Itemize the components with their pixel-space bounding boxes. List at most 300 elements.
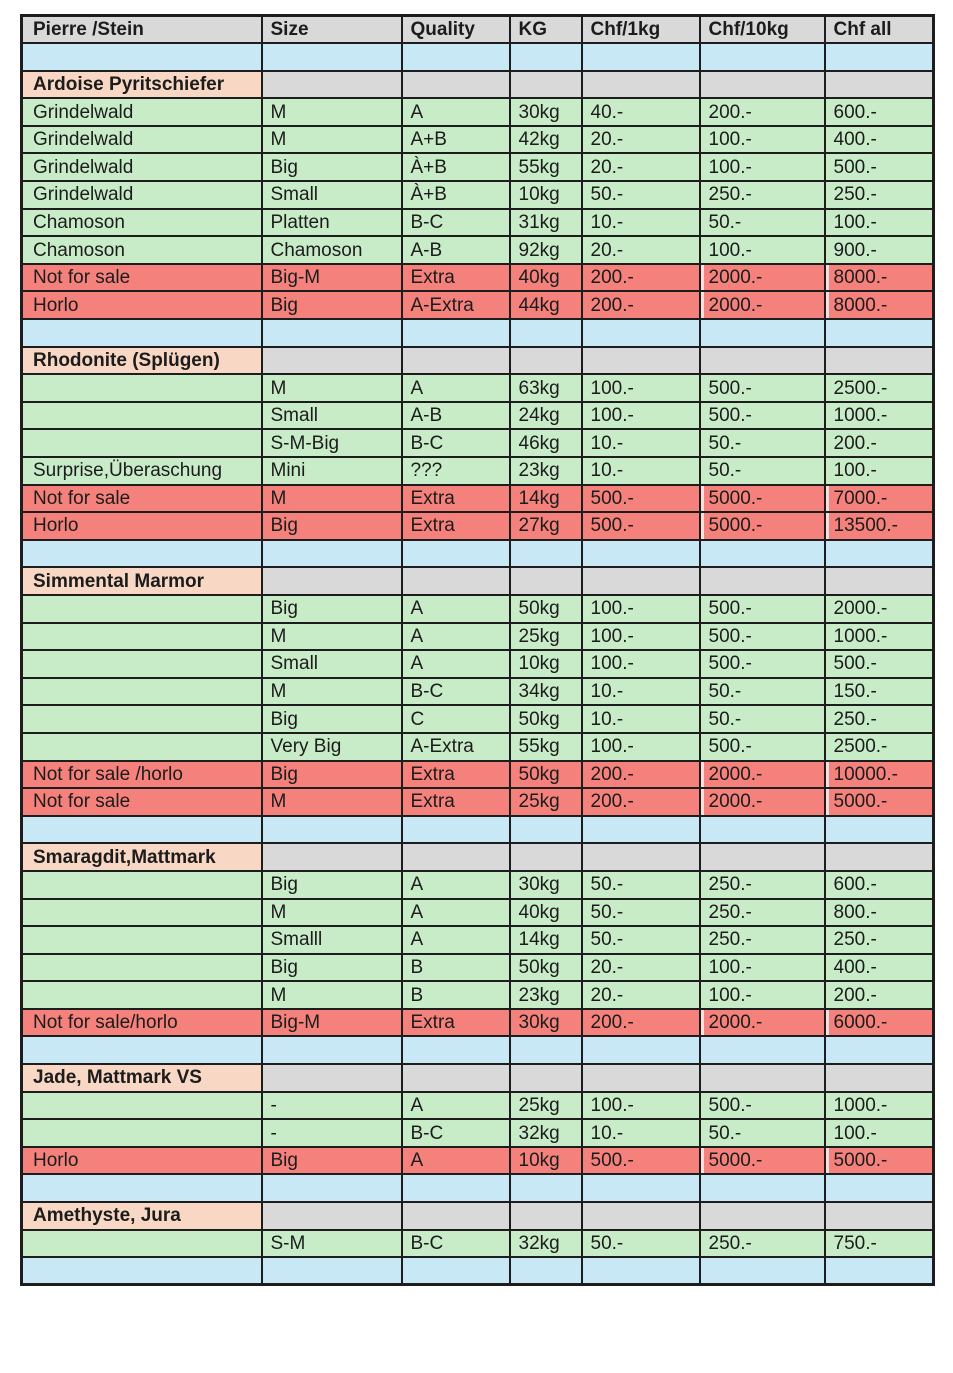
section-row [22,1202,934,1230]
chf-10kg-cell: 500.- [700,595,825,623]
kg-cell: 23kg [510,457,582,485]
stone-cell [22,1119,262,1147]
chf-1kg-cell [582,1174,700,1202]
chf-1kg-cell [582,1202,700,1230]
size-cell: - [262,1119,402,1147]
chf-all-cell: 2500.- [825,733,934,761]
kg-cell [510,1036,582,1064]
stone-cell [22,899,262,927]
size-cell [262,1257,402,1285]
chf-10kg-cell: 500.- [700,402,825,430]
data-row [22,153,934,181]
kg-cell: 30kg [510,871,582,899]
kg-cell [510,843,582,871]
chf-10kg-cell: 5000.- [700,512,825,540]
quality-cell [402,567,510,595]
chf-10kg-cell: 2000.- [700,264,825,292]
size-cell [262,71,402,99]
kg-column-header: KG [510,16,582,44]
spacer-row [22,540,934,568]
chf-all-cell [825,816,934,844]
quality-cell [402,71,510,99]
stone-column-header: Pierre /Stein [22,16,262,44]
chf-1kg-cell: 100.- [582,374,700,402]
data-row [22,954,934,982]
chf-1kg-cell: 20.- [582,236,700,264]
stone-cell [22,1174,262,1202]
size-cell: Smalll [262,926,402,954]
size-cell: M [262,981,402,1009]
kg-cell: 24kg [510,402,582,430]
size-cell [262,816,402,844]
data-row [22,126,934,154]
quality-cell [402,1036,510,1064]
chf-10kg-cell: 500.- [700,650,825,678]
quality-column-header: Quality [402,16,510,44]
quality-cell: A [402,899,510,927]
reserved-row [22,1009,934,1037]
kg-cell: 50kg [510,705,582,733]
chf-10kg-cell: 50.- [700,705,825,733]
kg-cell [510,43,582,71]
chf-all-cell: 250.- [825,926,934,954]
chf-1kg-cell: 20.- [582,126,700,154]
kg-cell: 40kg [510,264,582,292]
chf-1kg-cell: 100.- [582,650,700,678]
quality-cell: À+B [402,153,510,181]
chf-10kg-cell [700,1064,825,1092]
stone-price-table [20,14,935,1286]
quality-cell: A [402,1092,510,1120]
chf-all-cell: 400.- [825,954,934,982]
kg-cell: 46kg [510,429,582,457]
spacer-row [22,1174,934,1202]
chf-1kg-cell: 200.- [582,1009,700,1037]
kg-cell [510,1202,582,1230]
chf-1kg-cell: 200.- [582,291,700,319]
section-title-cell: Ardoise Pyritschiefer [22,71,262,99]
chf-10kg-cell [700,347,825,375]
chf-all-cell: 150.- [825,678,934,706]
data-row [22,98,934,126]
section-row [22,843,934,871]
stone-cell [22,705,262,733]
size-cell [262,43,402,71]
chf-10kg-cell: 100.- [700,126,825,154]
kg-cell: 55kg [510,153,582,181]
data-row [22,926,934,954]
size-cell: Big [262,1147,402,1175]
chf-10kg-cell [700,1036,825,1064]
chf-1kg-column-header: Chf/1kg [582,16,700,44]
reserved-row [22,761,934,789]
stone-cell: Not for sale [22,264,262,292]
data-row [22,181,934,209]
chf-10kg-cell [700,540,825,568]
size-cell [262,567,402,595]
quality-cell: A [402,871,510,899]
quality-cell: B [402,981,510,1009]
size-cell: Small [262,181,402,209]
data-row [22,236,934,264]
chf-1kg-cell: 50.- [582,899,700,927]
chf-10kg-cell [700,1257,825,1285]
chf-10kg-cell [700,1174,825,1202]
stone-cell [22,319,262,347]
stone-cell: Not for sale [22,485,262,513]
spacer-row [22,43,934,71]
chf-10kg-cell: 250.- [700,926,825,954]
stone-cell: Chamoson [22,236,262,264]
data-row [22,623,934,651]
table-body [22,43,934,1285]
size-cell: Mini [262,457,402,485]
size-cell: Big [262,705,402,733]
chf-10kg-column-header: Chf/10kg [700,16,825,44]
size-cell [262,843,402,871]
stone-cell [22,871,262,899]
chf-10kg-cell [700,1202,825,1230]
stone-cell: Horlo [22,512,262,540]
quality-cell: Extra [402,788,510,816]
chf-1kg-cell: 100.- [582,595,700,623]
chf-all-cell: 100.- [825,457,934,485]
reserved-row [22,1147,934,1175]
chf-10kg-cell: 50.- [700,1119,825,1147]
quality-cell: ??? [402,457,510,485]
chf-1kg-cell: 100.- [582,402,700,430]
stone-cell [22,623,262,651]
stone-cell [22,429,262,457]
size-cell: Big [262,595,402,623]
size-cell: Big [262,153,402,181]
chf-1kg-cell: 10.- [582,429,700,457]
quality-cell [402,43,510,71]
chf-10kg-cell: 5000.- [700,1147,825,1175]
stone-cell: Not for sale /horlo [22,761,262,789]
quality-cell: A [402,595,510,623]
quality-cell: A [402,926,510,954]
kg-cell: 31kg [510,209,582,237]
kg-cell: 44kg [510,291,582,319]
spacer-row [22,816,934,844]
chf-all-cell: 1000.- [825,1092,934,1120]
stone-cell [22,595,262,623]
kg-cell: 50kg [510,595,582,623]
chf-10kg-cell: 2000.- [700,761,825,789]
chf-10kg-cell [700,843,825,871]
size-cell [262,1174,402,1202]
kg-cell [510,1064,582,1092]
chf-all-cell [825,319,934,347]
stone-cell [22,678,262,706]
size-column-header: Size [262,16,402,44]
quality-cell [402,816,510,844]
chf-1kg-cell [582,816,700,844]
size-cell: Big [262,954,402,982]
size-cell: M [262,98,402,126]
chf-10kg-cell: 2000.- [700,788,825,816]
chf-1kg-cell: 10.- [582,678,700,706]
kg-cell: 30kg [510,1009,582,1037]
size-cell [262,347,402,375]
size-cell: M [262,899,402,927]
quality-cell: A-Extra [402,291,510,319]
chf-10kg-cell: 500.- [700,623,825,651]
chf-1kg-cell [582,540,700,568]
size-cell [262,540,402,568]
size-cell: M [262,678,402,706]
quality-cell: Extra [402,1009,510,1037]
section-title-cell: Jade, Mattmark VS [22,1064,262,1092]
kg-cell: 50kg [510,954,582,982]
kg-cell [510,347,582,375]
kg-cell: 40kg [510,899,582,927]
quality-cell: B-C [402,1119,510,1147]
section-title-cell: Smaragdit,Mattmark [22,843,262,871]
kg-cell [510,1257,582,1285]
quality-cell: B [402,954,510,982]
kg-cell: 10kg [510,181,582,209]
data-row [22,678,934,706]
kg-cell: 92kg [510,236,582,264]
chf-10kg-cell: 2000.- [700,291,825,319]
stone-cell [22,43,262,71]
chf-all-cell: 600.- [825,98,934,126]
chf-1kg-cell: 100.- [582,1092,700,1120]
quality-cell [402,1257,510,1285]
chf-10kg-cell: 100.- [700,153,825,181]
stone-cell: Grindelwald [22,181,262,209]
chf-all-cell: 800.- [825,899,934,927]
section-title-cell: Rhodonite (Splügen) [22,347,262,375]
quality-cell: A [402,98,510,126]
kg-cell: 34kg [510,678,582,706]
data-row [22,374,934,402]
data-row [22,650,934,678]
size-cell: Big-M [262,1009,402,1037]
quality-cell [402,1202,510,1230]
stone-cell: Chamoson [22,209,262,237]
chf-all-cell: 1000.- [825,623,934,651]
chf-all-cell [825,567,934,595]
size-cell [262,1036,402,1064]
data-row [22,1119,934,1147]
chf-1kg-cell: 50.- [582,926,700,954]
size-cell: Small [262,650,402,678]
spacer-row [22,1257,934,1285]
chf-1kg-cell [582,1064,700,1092]
chf-1kg-cell: 50.- [582,1230,700,1258]
stone-cell: Horlo [22,1147,262,1175]
quality-cell: B-C [402,1230,510,1258]
kg-cell: 25kg [510,788,582,816]
chf-1kg-cell: 100.- [582,623,700,651]
quality-cell [402,843,510,871]
chf-1kg-cell: 50.- [582,181,700,209]
stone-cell: Horlo [22,291,262,319]
kg-cell: 14kg [510,485,582,513]
chf-all-cell [825,1064,934,1092]
chf-10kg-cell: 100.- [700,954,825,982]
stone-cell [22,926,262,954]
header-row [22,16,934,44]
chf-all-cell: 5000.- [825,1147,934,1175]
chf-all-cell [825,1036,934,1064]
chf-1kg-cell: 10.- [582,457,700,485]
chf-1kg-cell [582,319,700,347]
chf-10kg-cell [700,43,825,71]
chf-10kg-cell: 500.- [700,374,825,402]
stone-cell [22,981,262,1009]
reserved-row [22,512,934,540]
chf-10kg-cell: 100.- [700,981,825,1009]
chf-1kg-cell: 10.- [582,705,700,733]
chf-10kg-cell [700,319,825,347]
kg-cell: 63kg [510,374,582,402]
kg-cell [510,816,582,844]
section-row [22,567,934,595]
quality-cell: A [402,1147,510,1175]
chf-all-cell [825,347,934,375]
quality-cell: B-C [402,678,510,706]
chf-all-cell [825,843,934,871]
reserved-row [22,485,934,513]
chf-10kg-cell: 50.- [700,678,825,706]
stone-cell [22,540,262,568]
chf-1kg-cell: 200.- [582,264,700,292]
chf-1kg-cell: 500.- [582,485,700,513]
stone-cell: Grindelwald [22,126,262,154]
quality-cell [402,347,510,375]
size-cell: M [262,374,402,402]
quality-cell: Extra [402,761,510,789]
chf-all-cell [825,43,934,71]
stone-cell: Not for sale [22,788,262,816]
chf-10kg-cell: 100.- [700,236,825,264]
data-row [22,705,934,733]
quality-cell: A-B [402,402,510,430]
chf-10kg-cell: 50.- [700,429,825,457]
section-title-cell: Amethyste, Jura [22,1202,262,1230]
data-row [22,1230,934,1258]
size-cell: M [262,126,402,154]
quality-cell: B-C [402,209,510,237]
chf-all-cell: 8000.- [825,264,934,292]
data-row [22,209,934,237]
chf-10kg-cell [700,71,825,99]
quality-cell [402,319,510,347]
kg-cell: 10kg [510,650,582,678]
stone-cell: Grindelwald [22,153,262,181]
stone-cell [22,954,262,982]
spacer-row [22,319,934,347]
stone-cell [22,816,262,844]
chf-all-cell: 100.- [825,1119,934,1147]
chf-all-cell: 100.- [825,209,934,237]
kg-cell: 27kg [510,512,582,540]
chf-1kg-cell: 200.- [582,788,700,816]
chf-1kg-cell: 500.- [582,512,700,540]
quality-cell: Extra [402,485,510,513]
chf-1kg-cell: 20.- [582,981,700,1009]
kg-cell: 30kg [510,98,582,126]
stone-cell: Grindelwald [22,98,262,126]
size-cell: Platten [262,209,402,237]
stone-cell [22,402,262,430]
size-cell: Small [262,402,402,430]
chf-1kg-cell [582,567,700,595]
chf-1kg-cell [582,1257,700,1285]
chf-all-cell: 8000.- [825,291,934,319]
size-cell: M [262,623,402,651]
kg-cell [510,71,582,99]
chf-10kg-cell: 250.- [700,1230,825,1258]
chf-1kg-cell: 500.- [582,1147,700,1175]
section-row [22,71,934,99]
quality-cell: A-Extra [402,733,510,761]
chf-1kg-cell: 200.- [582,761,700,789]
kg-cell: 25kg [510,623,582,651]
quality-cell: B-C [402,429,510,457]
size-cell: S-M-Big [262,429,402,457]
quality-cell: C [402,705,510,733]
chf-all-column-header: Chf all [825,16,934,44]
size-cell: M [262,485,402,513]
chf-10kg-cell: 2000.- [700,1009,825,1037]
reserved-row [22,291,934,319]
chf-1kg-cell: 10.- [582,1119,700,1147]
stone-cell [22,1092,262,1120]
chf-10kg-cell: 250.- [700,899,825,927]
data-row [22,981,934,1009]
chf-all-cell: 400.- [825,126,934,154]
quality-cell: Extra [402,512,510,540]
chf-10kg-cell: 50.- [700,457,825,485]
kg-cell [510,319,582,347]
kg-cell [510,567,582,595]
chf-all-cell: 7000.- [825,485,934,513]
chf-10kg-cell: 200.- [700,98,825,126]
kg-cell: 10kg [510,1147,582,1175]
chf-1kg-cell: 50.- [582,871,700,899]
chf-all-cell: 2500.- [825,374,934,402]
data-row [22,429,934,457]
kg-cell: 32kg [510,1230,582,1258]
chf-all-cell: 750.- [825,1230,934,1258]
size-cell [262,1202,402,1230]
data-row [22,402,934,430]
chf-10kg-cell [700,816,825,844]
data-row [22,457,934,485]
chf-1kg-cell [582,843,700,871]
stone-cell: Not for sale/horlo [22,1009,262,1037]
kg-cell [510,540,582,568]
size-cell [262,1064,402,1092]
section-row [22,347,934,375]
kg-cell: 14kg [510,926,582,954]
stone-cell [22,1230,262,1258]
chf-10kg-cell: 50.- [700,209,825,237]
chf-all-cell: 250.- [825,181,934,209]
quality-cell: A+B [402,126,510,154]
chf-all-cell [825,1257,934,1285]
spacer-row [22,1036,934,1064]
chf-all-cell: 1000.- [825,402,934,430]
size-cell: M [262,788,402,816]
size-cell: Big [262,871,402,899]
stone-cell [22,650,262,678]
